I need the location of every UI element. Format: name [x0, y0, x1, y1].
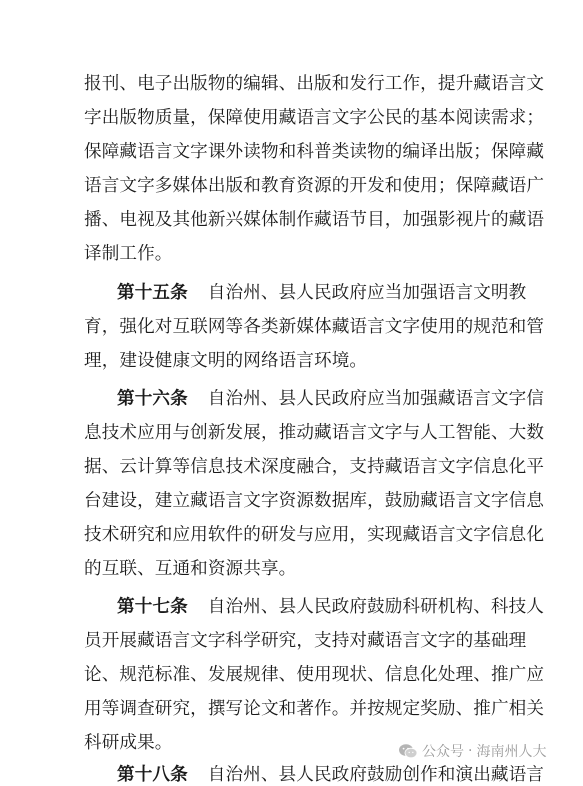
- text-line: 的互联、互通和资源共享。: [84, 559, 297, 579]
- article-text: 自治州、县人民政府应当加强语言文明教: [207, 283, 527, 303]
- article-first-line: [117, 764, 544, 786]
- text-line: 技术研究和应用软件的研发与应用，实现藏语言文字信息化: [84, 525, 545, 545]
- text-line: 息技术应用与创新发展，推动藏语言文字与人工智能、大数: [84, 423, 545, 443]
- article-text: 自治州、县人民政府应当加强藏语言文字信: [207, 389, 544, 409]
- text-line: 科研成果。: [84, 733, 173, 753]
- article-heading: 第十七条: [117, 597, 188, 617]
- wechat-icon: [398, 743, 418, 759]
- article-heading: 第十六条: [117, 389, 188, 409]
- article-first-line: [117, 596, 544, 618]
- article-heading: 第十五条: [117, 283, 188, 303]
- watermark: [398, 738, 546, 764]
- watermark-platform: 公众号: [422, 744, 464, 760]
- text-line: 台建设，建立藏语言文字资源数据库，鼓励藏语言文字信息: [84, 491, 545, 511]
- text-line: 语言文字多媒体出版和教育资源的开发和使用；保障藏语广: [84, 176, 545, 196]
- article-text: 自治州、县人民政府鼓励创作和演出藏语言: [207, 765, 544, 785]
- watermark-separator: ·: [468, 743, 473, 759]
- text-line: 用等调查研究，撰写论文和著作。并按规定奖励、推广相关: [84, 699, 545, 719]
- article-text: 自治州、县人民政府鼓励科研机构、科技人: [207, 597, 544, 617]
- article-heading: 第十八条: [117, 765, 188, 785]
- text-line: 据、云计算等信息技术深度融合，支持藏语言文字信息化平: [84, 457, 545, 477]
- text-line: 保障藏语言文字课外读物和科普类读物的编译出版；保障藏: [84, 142, 545, 162]
- text-line: 育，强化对互联网等各类新媒体藏语言文字使用的规范和管: [84, 317, 545, 337]
- text-line: 报刊、电子出版物的编辑、出版和发行工作，提升藏语言文: [84, 74, 545, 94]
- text-line: 理，建设健康文明的网络语言环境。: [84, 351, 368, 371]
- text-line: 译制工作。: [84, 244, 173, 264]
- article-first-line: [117, 388, 544, 410]
- text-line: 字出版物质量，保障使用藏语言文字公民的基本阅读需求；: [84, 108, 545, 128]
- watermark-account: 海南州人大: [476, 744, 547, 760]
- article-first-line: [117, 282, 526, 304]
- text-line: 播、电视及其他新兴媒体制作藏语节目，加强影视片的藏语: [84, 210, 545, 230]
- text-line: 论、规范标准、发展规律、使用现状、信息化处理、推广应: [84, 665, 545, 685]
- text-line: 员开展藏语言文字科学研究，支持对藏语言文字的基础理: [84, 631, 527, 651]
